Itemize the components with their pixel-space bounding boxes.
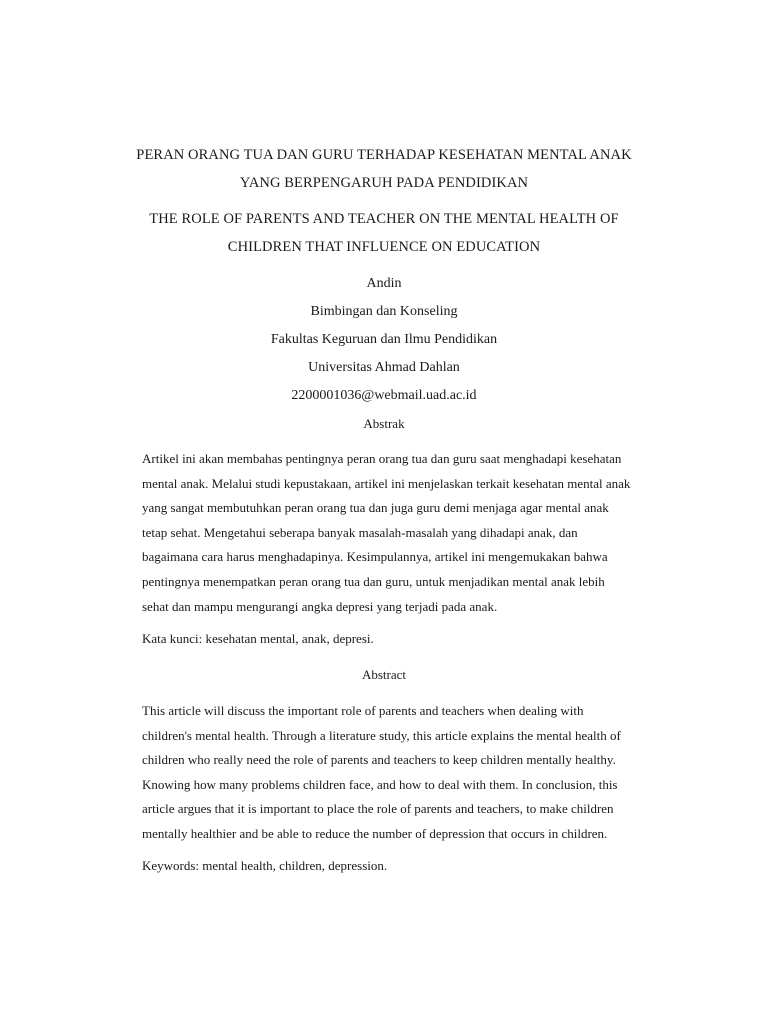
abstrak-line: mental anak. Melalui studi kepustakaan, artikel ini menjelaskan terkait kesehatan mental anak	[142, 475, 631, 491]
abstract-line: Knowing how many problems children face, and how to deal with them. In conclusion, this	[142, 776, 618, 792]
abstract-line: children who really need the role of parents and teachers to keep children mentally healthy.	[142, 752, 616, 768]
author-faculty: Fakultas Keguruan dan Ilmu Pendidikan	[270, 332, 498, 347]
abstrak-line: tetap sehat. Mengetahui seberapa banyak masalah-masalah yang dihadapi anak, dan	[142, 524, 578, 540]
abstrak-body	[142, 447, 662, 619]
abstract-line: mentally healthier and be able to reduce the number of depression that occurs in children.	[142, 825, 608, 841]
abstract-heading: Abstract	[361, 667, 407, 682]
abstract-line: children's mental health. Through a literature study, this article explains the mental health of	[142, 727, 621, 743]
abstract-line: article argues that it is important to place the role of parents and teachers, to make children	[142, 801, 614, 817]
abstrak-line: sehat dan mampu mengurangi angka depresi yang terjadi pada anak.	[142, 598, 498, 614]
abstrak-keywords: Kata kunci: kesehatan mental, anak, depresi.	[142, 631, 374, 646]
abstrak-line: pentingnya menempatkan peran orang tua dan guru, untuk menjadikan mental anak lebih	[142, 573, 605, 589]
title-indonesian-line-1: PERAN ORANG TUA DAN GURU TERHADAP KESEHATAN MENTAL ANAK	[136, 147, 632, 163]
author-university: Universitas Ahmad Dahlan	[308, 360, 460, 375]
title-indonesian-line-2: YANG BERPENGARUH PADA PENDIDIKAN	[239, 175, 529, 191]
abstrak-line: yang sangat membutuhkan peran orang tua dan juga guru demi menjaga agar mental anak	[142, 500, 609, 516]
title-english-line-1: THE ROLE OF PARENTS AND TEACHER ON THE MENTAL HEALTH OF	[149, 211, 619, 227]
author-email: 2200001036@webmail.uad.ac.id	[291, 388, 477, 403]
author-department: Bimbingan dan Konseling	[310, 304, 458, 319]
abstrak-line: Artikel ini akan membahas pentingnya peran orang tua dan guru saat menghadapi kesehatan	[142, 451, 622, 466]
abstrak-heading: Abstrak	[363, 416, 405, 431]
author-name: Andin	[366, 276, 402, 291]
abstract-body	[142, 699, 662, 847]
abstract-line: This article will discuss the important role of parents and teachers when dealing with	[142, 703, 584, 718]
abstract-keywords: Keywords: mental health, children, depression.	[142, 858, 388, 873]
abstrak-line: bagaimana cara harus menghadapinya. Kesimpulannya, artikel ini mengemukakan bahwa	[142, 549, 608, 565]
title-english-line-2: CHILDREN THAT INFLUENCE ON EDUCATION	[227, 239, 541, 255]
